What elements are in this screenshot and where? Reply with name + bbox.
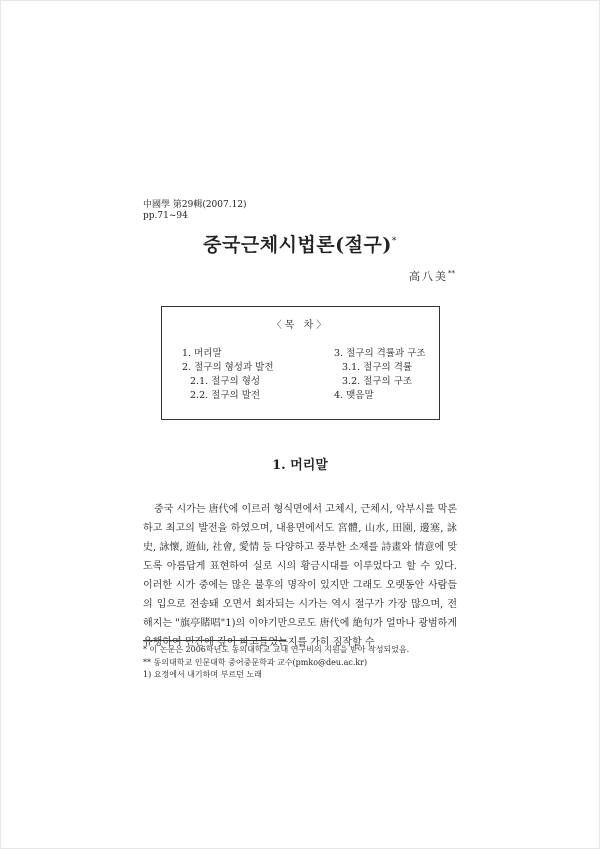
table-of-contents	[161, 306, 440, 420]
toc-heading: 〈목 차〉	[271, 320, 330, 331]
toc-item: 2. 절구의 형성과 발전	[182, 362, 274, 373]
toc-item: 3. 절구의 격률과 구조	[334, 348, 426, 359]
footnotes	[143, 644, 409, 682]
toc-item: 3.1. 절구의 격률	[342, 362, 413, 373]
paper-title-text: 중국근체시법론(절구)	[203, 234, 392, 256]
body-paragraph: 중국 시가는 唐代에 이르러 형식면에서 고체시, 근체시, 악부시를 막론하고 최고의 발전을 하였으며, 내용면에서도 宮體, 山水, 田園, 邊塞, 詠史, 詠懷, 遊仙, 社會, 愛情 등 다양하고 풍부한 소재를 詩畫와 情意에 맞도록 아름답게 표현하여 실로 시의 황금시대를 이루었다고 할 수 있다. 이러한 시가 중에는 많은 불후의 명작이 있지만 그래도 오랫동안 사람들의 입으로 전송돼 오면서 회자되는 시가는 역시 절구가 가장 많으며, 전해지는 "旗亭賭唱"1)의 이야기만으로도 唐代에 絶句가 얼마나 광범하게 유행하여 민간에 깊이 파고들었는지를 가히 짐작할 수	[143, 504, 457, 648]
journal-info: 中國學 第29輯(2007.12)	[143, 200, 247, 210]
toc-item: 3.2. 절구의 구조	[342, 376, 413, 387]
page-range: pp.71~94	[143, 211, 188, 221]
toc-left-column	[182, 347, 274, 403]
toc-item: 2.2. 절구의 발전	[190, 390, 261, 401]
footnote: * 이 논문은 2006학년도 동의대학교 교내 연구비의 지원을 받아 작성되었음.	[143, 645, 410, 654]
toc-item: 2.1. 절구의 형성	[190, 376, 261, 387]
toc-right-column	[334, 347, 426, 403]
paper-title	[0, 230, 600, 257]
body-text	[143, 500, 457, 652]
section-heading: 1. 머리말	[272, 458, 328, 473]
author-name: 高八美	[409, 270, 448, 283]
toc-item: 1. 머리말	[182, 348, 222, 359]
footnote-rule	[143, 640, 286, 641]
footnote: ** 동의대학교 인문대학 중어중문학과 교수(pmko@deu.ac.kr)	[143, 657, 368, 667]
footnote: 1) 요정에서 내기하며 부르던 노래	[143, 670, 262, 679]
author	[409, 268, 455, 284]
author-footnote-mark: **	[448, 269, 455, 278]
toc-item: 4. 맺음말	[334, 390, 374, 401]
title-footnote-mark: *	[391, 236, 397, 247]
